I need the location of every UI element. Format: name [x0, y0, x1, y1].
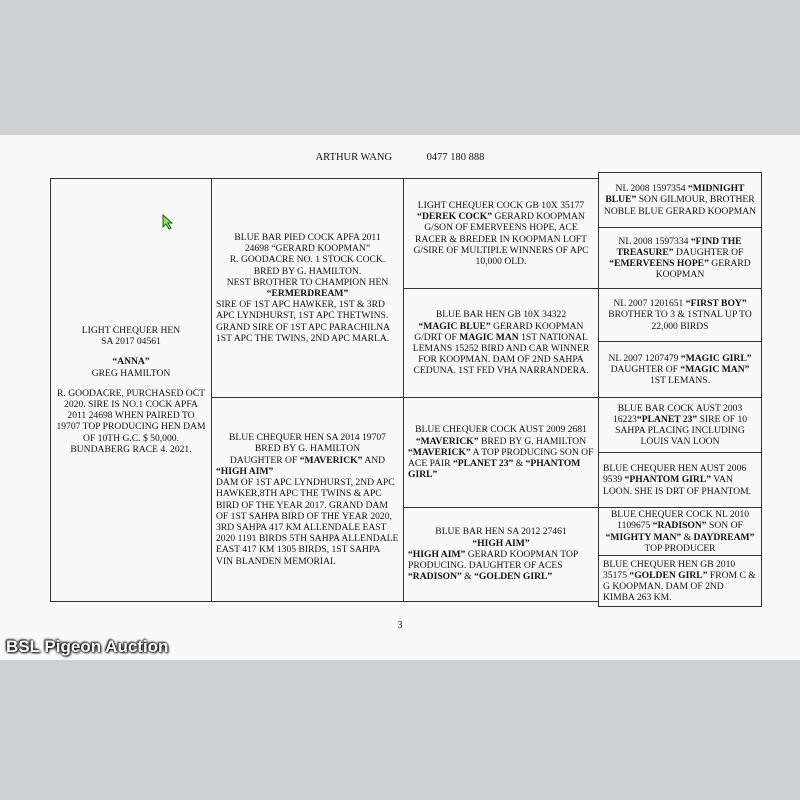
g4-bold2: “MAGIC MAN” [680, 363, 750, 375]
g4-line3: 1ST LEMANS. [649, 375, 711, 387]
g1-line1: NL 2008 1597354 [615, 183, 688, 195]
dd-line3: & [461, 571, 475, 583]
g4-line1: NL 2007 1207479 [608, 352, 681, 364]
watermark-text: BSL Pigeon Auction [6, 637, 169, 656]
ds-line2: BRED BY G. HAMILTON [478, 435, 587, 447]
owner-name: ARTHUR WANG [315, 152, 393, 163]
gg-cell-5 [598, 397, 762, 453]
dam-sire-cell [403, 397, 599, 508]
ss-line1: LIGHT CHEQUER COCK GB 10X 35177 [417, 199, 585, 211]
g7-bold2: “MIGHTY MAN” [605, 531, 682, 543]
subject-line2: SA 2017 04561 [101, 336, 161, 348]
document-header [0, 152, 800, 163]
g5-line2: SIRE OF 10 SAHPA PLACING INCLUDING LOUIS VAN LOON [615, 413, 748, 448]
ds-bold4: “PHANTOM GIRL” [408, 458, 581, 481]
g1-line2: SON GILMOUR, BROTHER NOBLE BLUE GERARD KOOPMAN [603, 194, 757, 217]
g8-bold1: “GOLDEN GIRL” [629, 569, 708, 581]
gg-cell-6 [598, 452, 762, 508]
g2-bold2: “EMERVEENS HOPE” [609, 258, 709, 269]
g8-line1: BLUE CHEQUER HEN GB 2010 35175 [603, 558, 736, 581]
sd-bold1: “MAGIC BLUE” [418, 320, 491, 332]
sire-sire-cell [403, 178, 599, 289]
g7-line4: TOP PRODUCER [644, 542, 716, 554]
dd-bold1: “HIGH AIM” [472, 537, 530, 549]
subject-cell [50, 178, 212, 602]
subject-breeder: GREG HAMILTON [91, 367, 171, 379]
g3-bold1: “FIRST BOY” [685, 298, 747, 310]
sd-line3: 1ST NATIONAL LEMANS 15252 BIRD AND CAR WINNER FOR KOOPMAN. DAM OF 2ND SAHPA CEDUNA. 1ST FED VHA NARRANDERA. [412, 331, 590, 377]
g2-line2: DAUGHTER OF [673, 246, 744, 258]
subject-line1: LIGHT CHEQUER HEN [81, 324, 181, 336]
dam-line2: BRED BY G. HAMILTON [254, 443, 361, 455]
ds-bold3: “PLANET 23” [452, 458, 514, 470]
g4-bold1: “MAGIC GIRL” [680, 352, 752, 364]
subject-note: R. GOODACRE, PURCHASED OCT 2020. SIRE IS NO.1 COCK APFA 2011 24698 WHEN PAIRED TO 19707 TOP PRODUCING HEN DAM OF 10TH G.C. $ 50,000. BUNDABERG RACE 4. 2021. [56, 387, 206, 455]
ds-bold1: “MAVERICK” [415, 435, 479, 447]
sd-line2: GERARD KOOPMAN G/DRT OF [414, 320, 584, 343]
dam-bold1: “MAVERICK” [299, 454, 363, 466]
g7-bold3: DAYDREAM” [693, 531, 755, 543]
dam-line4: DAM OF 1ST APC LYNDHURST, 2ND APC HAWKER,8TH APC THE TWINS & APC BIRD OF THE YEAR 2017. GRAND DAM OF 1ST SAHPA BIRD OF THE YEAR 2020, 3RD SAHPA 417 KM ALLENDALE EAST 2020 1191 BIRDS 5TH SAHPA ALLENDALE EAST 417 KM 1305 BIRDS, 1ST SAHPA VIN BLANDEN MEMORIAL [216, 477, 399, 567]
sire-line6: SIRE OF 1ST APC HAWKER, 1ST & 3RD APC LYNDHURST, 1ST APC THETWINS. GRAND SIRE OF 1ST APC PARACHILNA 1ST APC THE TWINS, 2ND APC MARLA. [216, 299, 390, 344]
gg-cell-7 [598, 507, 762, 556]
owner-phone: 0477 180 888 [426, 152, 485, 163]
dd-bold4: “GOLDEN GIRL” [474, 571, 553, 583]
gg-cell-1 [598, 172, 762, 228]
sire-line1: BLUE BAR PIED COCK APFA 2011 [234, 231, 381, 243]
dam-line1: BLUE CHEQUER HEN SA 2014 19707 [229, 432, 386, 444]
g5-line1: BLUE BAR COCK AUST 2003 16223 [612, 402, 743, 425]
g7-bold1: “RADISON” [652, 520, 707, 532]
dam-bold2: “HIGH AIM” [216, 465, 274, 477]
g6-bold1: “PHANTOM GIRL” [624, 474, 712, 486]
dam-cell [211, 397, 404, 602]
g7-line2: SON OF [706, 520, 743, 532]
ds-line1: BLUE CHEQUER COCK AUST 2009 2681 [415, 424, 587, 436]
dd-line2: GERARD KOOPMAN TOP PRODUCING. DAUGHTER OF ACES [408, 548, 578, 572]
sd-line1: BLUE BAR HEN GB 10X 34322 [435, 309, 567, 321]
sire-dam-cell [403, 288, 599, 398]
gg-cell-8 [598, 555, 762, 607]
ds-bold2: “MAVERICK” [408, 446, 471, 458]
ss-bold1: “DEREK COCK” [417, 211, 493, 223]
ds-line3: A TOP PRODUCING SON OF ACE PAIR [408, 446, 594, 470]
g1-bold1: “MIDNIGHT BLUE” [605, 183, 745, 206]
subject-name: “ANNA” [112, 356, 150, 368]
g4-line2: DAUGHTER OF [610, 363, 681, 375]
gg-cell-4 [598, 341, 762, 398]
sd-bold2: MAGIC MAN [459, 331, 519, 343]
g6-line2: VAN LOON. SHE IS DRT OF PHANTOM. [603, 474, 752, 497]
g3-line1: NL 2007 1201651 [613, 298, 686, 310]
sire-line5: NEST BROTHER TO CHAMPION HEN [226, 276, 389, 288]
g2-line1: NL 2008 1597334 [618, 235, 691, 247]
mouse-cursor-icon [162, 214, 174, 230]
dd-bold3: “RADISON” [408, 571, 462, 583]
g5-bold1: “PLANET 23” [636, 413, 698, 425]
gg-cell-2 [598, 227, 762, 289]
ds-line4: & [513, 458, 526, 470]
gg-cell-3 [598, 288, 762, 342]
sire-cell [211, 178, 404, 398]
ss-line2: GERARD KOOPMAN G/SON OF EMERVEENS HOPE, ACE RACER & BREDER IN KOOPMAN LOFT G/SIRE OF MULTIPLE WINNERS OF APC 10,000 OLD. [413, 211, 589, 267]
sire-line2: 24698 “GERARD KOOPMAN” [244, 243, 371, 255]
g2-line3: GERARD KOOPMAN [655, 258, 751, 281]
dam-line3b: AND [362, 454, 386, 466]
g3-line2: BROTHER TO 3 & 1STNAL UP TO 22,000 BIRDS [608, 309, 752, 332]
sire-bold1: “ERMERDREAM” [266, 288, 349, 299]
g6-line1: BLUE CHEQUER HEN AUST 2006 9539 [603, 463, 747, 486]
page-number: 3 [397, 620, 403, 631]
dd-line1: BLUE BAR HEN SA 2012 27461 [435, 526, 567, 538]
dd-bold2: “HIGH AIM” [408, 548, 466, 560]
g7-line1: BLUE CHEQUER COCK NL 2010 1109675 [610, 509, 750, 532]
dam-line3: DAUGHTER OF [229, 454, 300, 466]
dam-dam-cell [403, 507, 599, 602]
g7-line3: & [681, 531, 694, 543]
sire-line4: BRED BY G. HAMILTON. [253, 265, 362, 277]
sire-line3: R. GOODACRE NO. 1 STOCK COCK. [229, 254, 386, 266]
g2-bold1: “FIND THE TREASURE” [616, 235, 742, 258]
g8-line2: FROM C & G KOOPMAN. DAM OF 2ND KIMBA 263 KM. [603, 569, 756, 604]
